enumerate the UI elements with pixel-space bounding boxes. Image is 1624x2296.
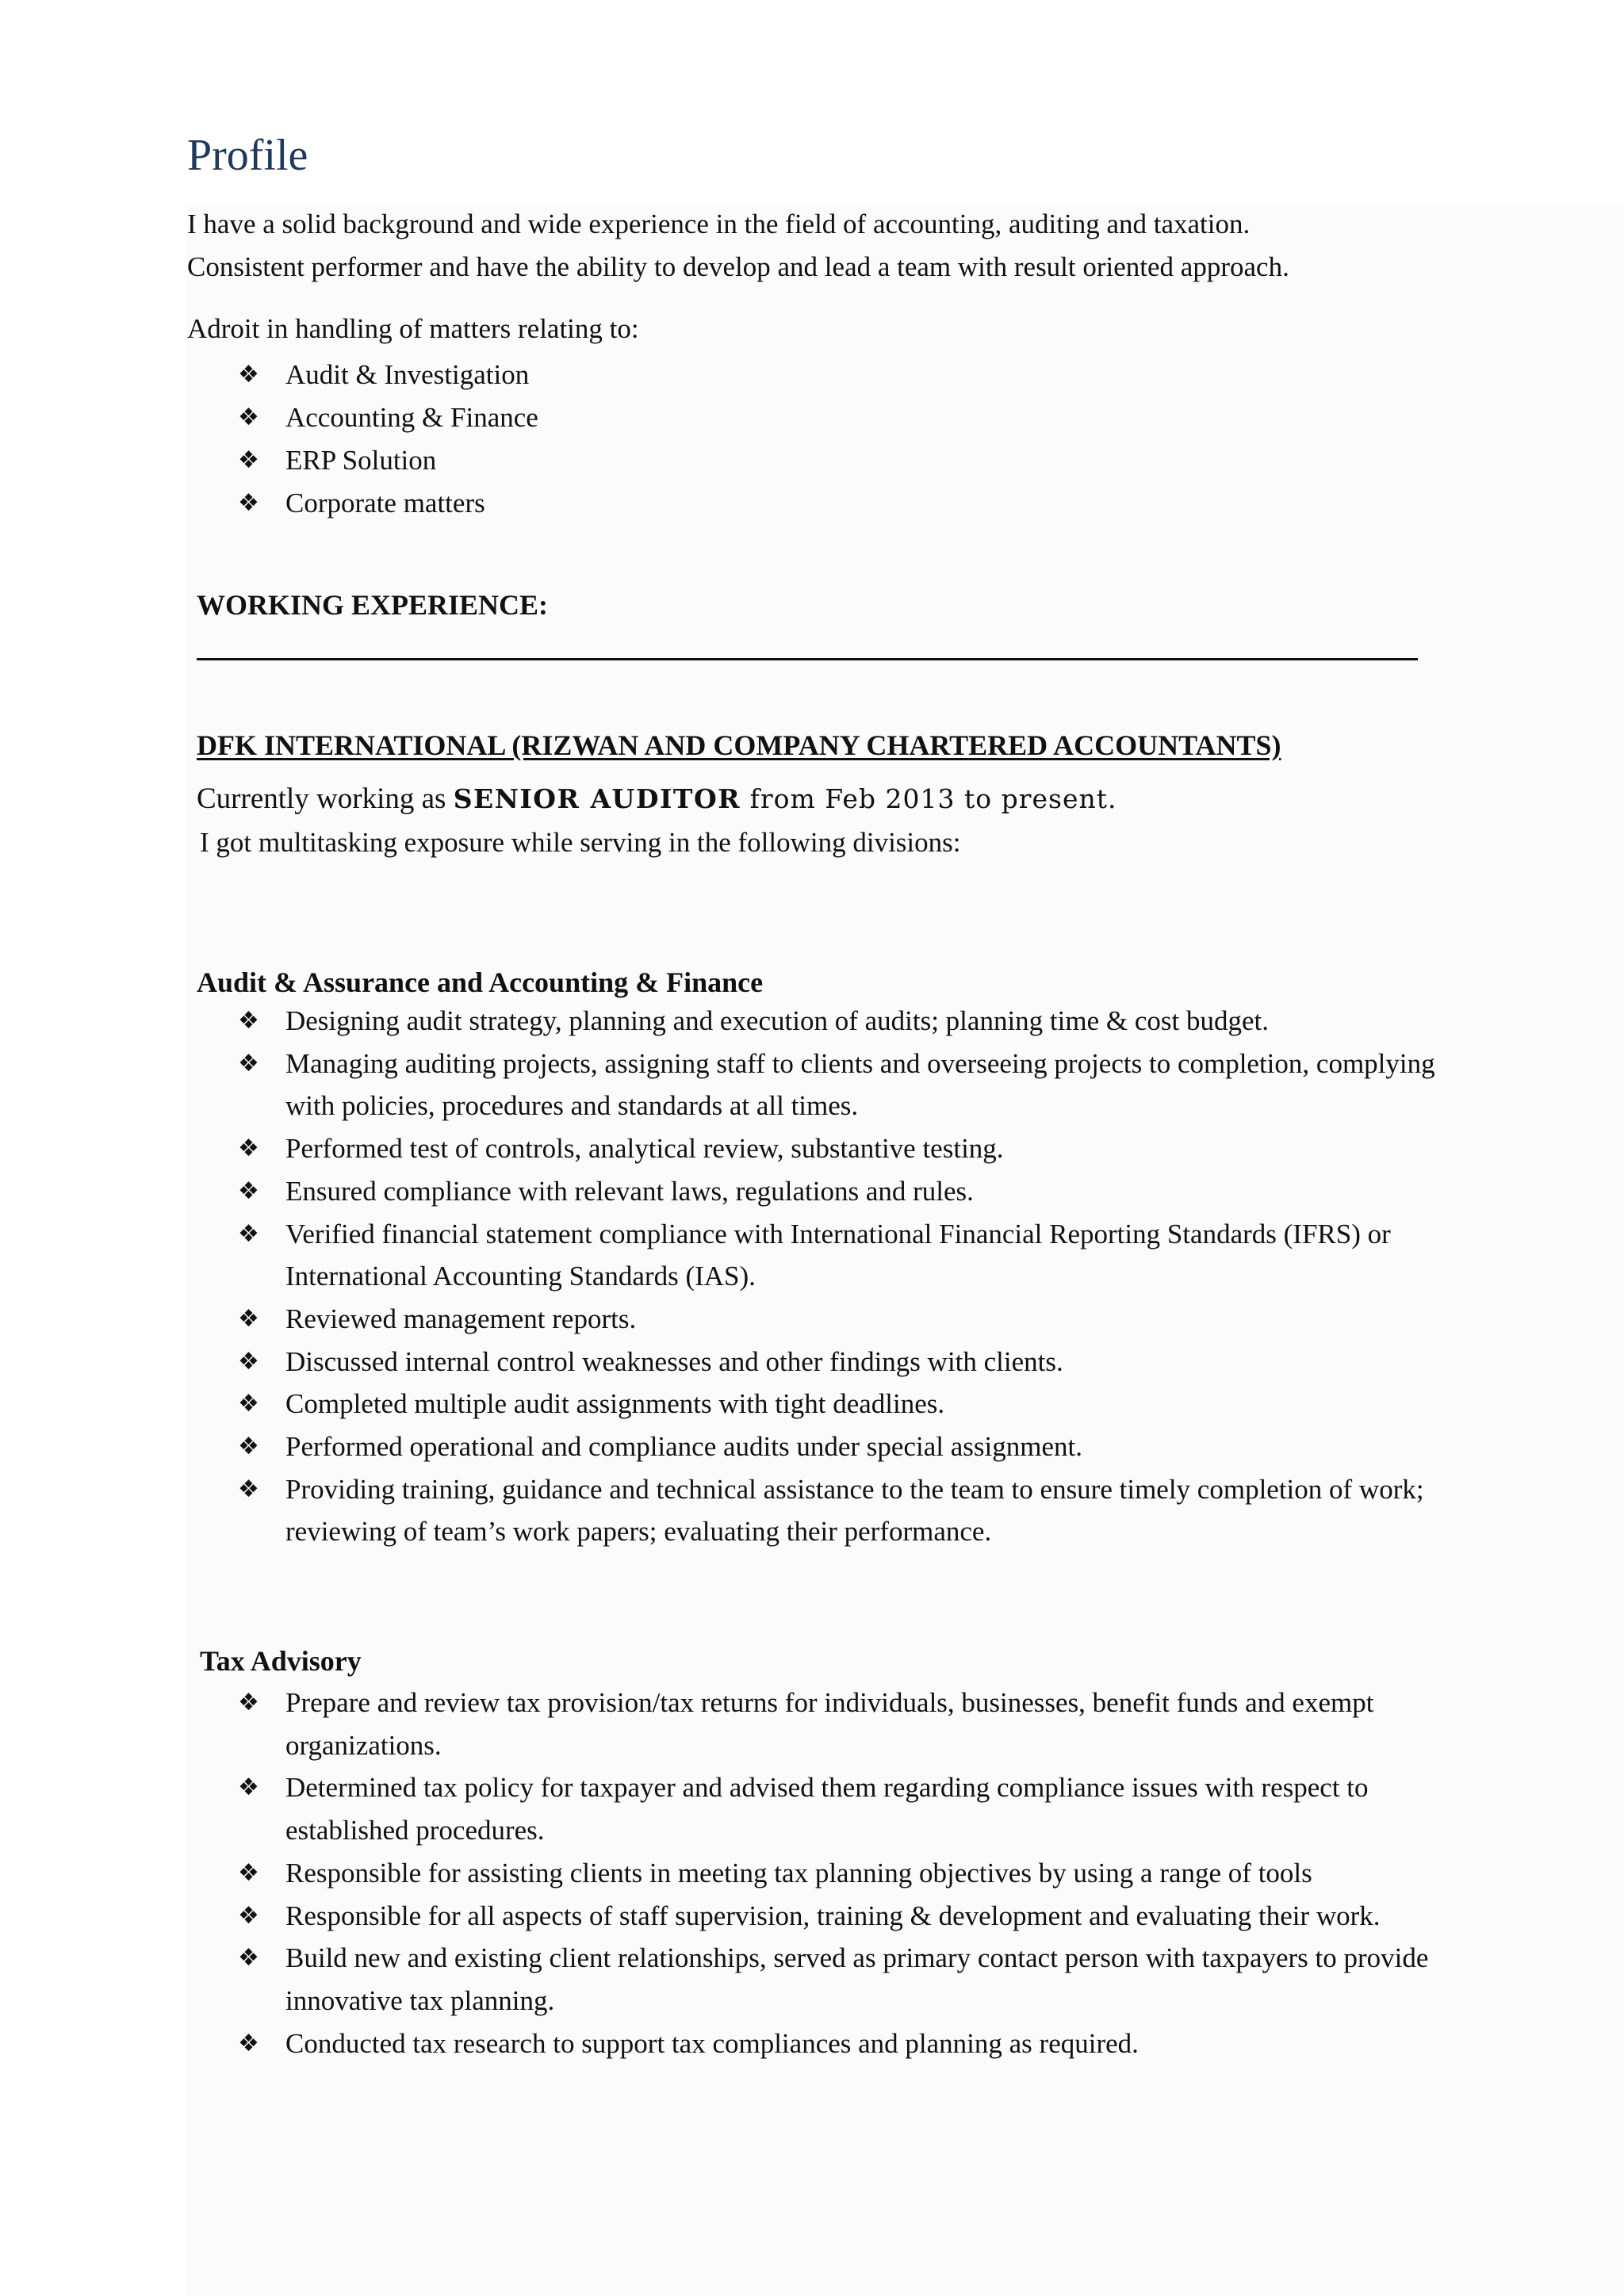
adroit-item-2: Accounting & Finance	[285, 402, 538, 433]
bullet-icon: ❖	[238, 1135, 259, 1163]
bullet-icon: ❖	[238, 1007, 259, 1035]
profile-line-2: Consistent performer and have the ability to develop and lead a team with result oriented approach.	[187, 251, 1289, 282]
bullet-icon: ❖	[238, 489, 259, 517]
audit-item-2-line-1: Managing auditing projects, assigning staff to clients and overseeing projects to completion, complying	[285, 1047, 1435, 1079]
audit-item-5-line-2: International Accounting Standards (IAS).	[285, 1261, 756, 1292]
adroit-intro: Adroit in handling of matters relating to:	[187, 313, 639, 344]
bullet-icon: ❖	[238, 1049, 259, 1077]
audit-item-10-line-1: Providing training, guidance and technical assistance to the team to ensure timely completion of work;	[285, 1473, 1424, 1505]
bullet-icon: ❖	[238, 1774, 259, 1802]
adroit-item-1: Audit & Investigation	[285, 359, 530, 390]
audit-item-10-line-2: reviewing of team’s work papers; evaluating their performance.	[285, 1516, 992, 1548]
audit-item-1: Designing audit strategy, planning and execution of audits; planning time & cost budget.	[285, 1005, 1269, 1036]
bullet-icon: ❖	[238, 361, 259, 388]
profile-title: Profile	[187, 131, 308, 180]
bullet-icon: ❖	[238, 1475, 259, 1503]
tax-item-2-line-1: Determined tax policy for taxpayer and advised them regarding compliance issues with respect to	[285, 1772, 1369, 1804]
role-title: SENIOR AUDITOR	[453, 783, 741, 814]
bullet-icon: ❖	[238, 1219, 259, 1248]
bullet-icon: ❖	[238, 1433, 259, 1460]
current-role-line	[197, 782, 1116, 817]
audit-item-4: Ensured compliance with relevant laws, regulations and rules.	[285, 1175, 974, 1207]
audit-item-7: Discussed internal control weaknesses and other findings with clients.	[285, 1345, 1063, 1377]
bullet-icon: ❖	[238, 446, 259, 474]
audit-section-heading: Audit & Assurance and Accounting & Finance	[197, 966, 764, 998]
adroit-item-3: ERP Solution	[285, 445, 437, 476]
bullet-icon: ❖	[238, 1347, 259, 1376]
audit-item-2-line-2: with policies, procedures and standards at all times.	[285, 1090, 859, 1122]
divisions-intro: I got multitasking exposure while serving in the following divisions:	[200, 827, 961, 858]
company-name: DFK INTERNATIONAL (RIZWAN AND COMPANY CHARTERED ACCOUNTANTS)	[197, 729, 1281, 761]
bullet-icon: ❖	[238, 1689, 259, 1716]
audit-item-3: Performed test of controls, analytical review, substantive testing.	[285, 1133, 1004, 1165]
tax-item-1-line-1: Prepare and review tax provision/tax returns for individuals, businesses, benefit funds and exempt	[285, 1687, 1374, 1718]
bullet-icon: ❖	[238, 1390, 259, 1418]
tax-item-2-line-2: established procedures.	[285, 1815, 545, 1846]
bullet-icon: ❖	[238, 1901, 259, 1930]
tax-item-5-line-2: innovative tax planning.	[285, 1984, 555, 2016]
working-experience-heading: WORKING EXPERIENCE:	[197, 589, 549, 621]
bullet-icon: ❖	[238, 1177, 259, 1205]
bullet-icon: ❖	[238, 1944, 259, 1973]
bullet-icon: ❖	[238, 404, 259, 431]
audit-item-9: Performed operational and compliance audits under special assignment.	[285, 1431, 1082, 1462]
section-divider	[197, 658, 1418, 660]
tax-item-1-line-2: organizations.	[285, 1729, 442, 1761]
adroit-item-4: Corporate matters	[285, 488, 485, 519]
tax-item-4: Responsible for all aspects of staff supervision, training & development and evaluating their work.	[285, 1900, 1381, 1931]
audit-item-6: Reviewed management reports.	[285, 1303, 637, 1334]
tax-item-6: Conducted tax research to support tax compliances and planning as required.	[285, 2027, 1139, 2059]
profile-line-1: I have a solid background and wide experience in the field of accounting, auditing and taxation.	[187, 209, 1251, 239]
role-prefix: Currently working as	[197, 783, 454, 815]
bullet-icon: ❖	[238, 2029, 259, 2057]
tax-section-heading: Tax Advisory	[200, 1645, 362, 1677]
role-suffix: from Feb 2013 to present.	[741, 783, 1117, 814]
bullet-icon: ❖	[238, 1858, 259, 1887]
tax-item-3: Responsible for assisting clients in meeting tax planning objectives by using a range of tools	[285, 1857, 1312, 1888]
bullet-icon: ❖	[238, 1304, 259, 1333]
audit-item-8: Completed multiple audit assignments with tight deadlines.	[285, 1388, 945, 1420]
audit-item-5-line-1: Verified financial statement compliance with International Financial Reporting Standards (IFRS) or	[285, 1218, 1391, 1249]
tax-item-5-line-1: Build new and existing client relationships, served as primary contact person with taxpayers to provide	[285, 1942, 1429, 1974]
